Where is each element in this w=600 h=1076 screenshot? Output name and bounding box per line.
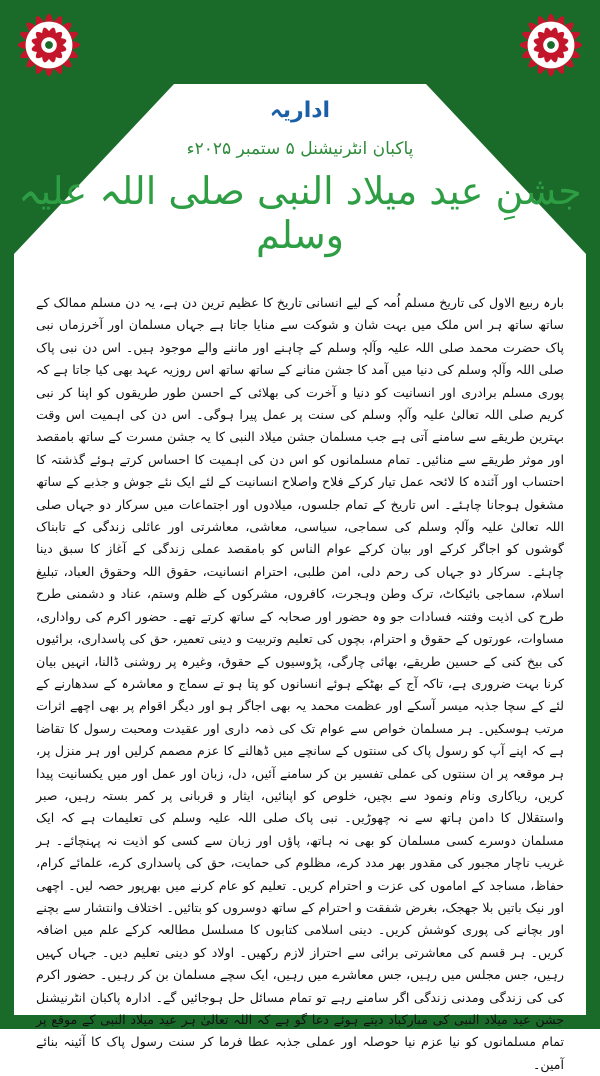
editorial-header	[0, 90, 600, 257]
article-headline: جشنِ عید میلاد النبی صلی اللہ علیہ وسلم	[18, 169, 582, 257]
section-title: اداریہ	[269, 98, 331, 123]
article-paragraph: بارہ ربیع الاول کی تاریخ مسلم اُمہ کے لیے انسانی تاریخ کا عظیم ترین دن ہے، یہ دن مسلم ممالک کے ساتھ ساتھ ہر اس ملک میں بہت شان و شوکت سے منایا جاتا ہے جہاں مسلمان اور آخرزماں نبی پاک حضرت محمد صلی اللہ علیہ وآلہٖ وسلم کے چاہنے اور ماننے والے موجود ہیں۔ اس دن نبی پاک صلی اللہ وآلہٖ وسلم کی دنیا میں آمد کا جشن منانے کے ساتھ ساتھ اس روزیہ عہد بھی کیا جاتا ہے کہ پوری مسلم برادری اور انسانیت کو دنیا و آخرت کی بھلائی کے احسن طور طریقوں کو اپنا کر نبی کریم صلی اللہ تعالیٰ علیہ وآلہٖ وسلم کی سنت پر عمل پیرا ہوگی۔ اس دن کی اہمیت اس وقت بہترین طریقے سے سامنے آتی ہے جب مسلمان جشن میلاد النبی کا یہ جشن مسرت کے ساتھ بامقصد اور موثر طریقے سے منائیں۔ تمام مسلمانوں کو اس دن کی اہمیت کا احساس کرتے ہوئے گذشتہ کا احتساب اور آئندہ کا لائحہ عمل تیار کرکے فلاح واصلاح انسانیت کے لئے ایک نئے جوش و جذبے کے ساتھ مشغول ہوجانا چاہئے۔ اس تاریخ کے تمام جلسوں، میلادوں اور اجتماعات میں سرکار دو جہاں صلی اللہ تعالیٰ علیہ وآلہٖ وسلم کی سماجی، سیاسی، معاشی، معاشرتی اور عائلی زندگی کے تابناک گوشوں کو اجاگر کرکے اور بیان کرکے عوام الناس کو بامقصد عملی زندگی کے آغاز کا سبق دینا چاہئے۔ سرکار دو جہاں کی رحم دلی، امن طلبی، احترام انسانیت، حقوق اللہ وحقوق العباد، تبلیغ اسلام، سماجی بائیکاٹ، ترک وطن وہجرت، کافروں، مشرکوں کے ظلم وستم، عناد و دشمنی طرح طرح کی اذیت وفتنہ فسادات جو وہ حضور اور صحابہ کے ساتھ کرتے تھے۔ حضور اکرم کی رواداری، مساوات، عورتوں کے حقوق و احترام، بچوں کی تعلیم وتربیت و دینی تعمیر، حق کی پاسداری، برائیوں کی بیخ کنی کے حسین طریقے، بھائی چارگی، پڑوسیوں کے حقوق، وغیرہ پر روشنی ڈالنا، انہیں بیان کرنا بہت ضروری ہے، تاکہ آج کے بھٹکے ہوئے انسانوں کو پتا ہو تے سماج و معاشرہ کے سدھارنے کے لئے کے سچا جذبہ میسر آسکے اور عظمت محمد یہ بھی اجاگر ہو اور دیگر اقوام پر بھی اچھے اثرات مرتب ہوسکیں۔ ہر مسلمان خواص سے عوام تک کی ذمہ داری اور عقیدت ومحبت رسول کا تقاضا ہے کہ اپنے آپ کو رسول پاک کی سنتوں کے سانچے میں ڈھالنے کا عزم مصمم کرلیں اور ہر منزل پر، ہر موقعہ پر ان سنتوں کی عملی تفسیر بن کر سامنے آئیں، دل، زبان اور عمل اور میں یکسانیت پیدا کریں، ریاکاری ونام ونمود سے بچیں، خلوص کو اپنائیں، ایثار و قربانی پر کمر بستہ رہیں، صبر واستقلال کا دامن ہاتھ سے نہ چھوڑیں۔ نبی پاک صلی اللہ علیہ وسلم کی تعلیمات ہے کہ ایک مسلمان دوسرے کسی مسلمان کو بھی نہ ہاتھ، پاؤں اور زبان سے کسی کو اذیت نہ پہنچائے۔ ہر غریب ناچار مجبور کی مقدور بھر مدد کرے، مظلوم کی حمایت، حق کی پاسداری کرے، علمائے کرام، حفاظ، مساجد کے اماموں کی عزت و احترام کریں۔ تعلیم کو عام کرنے میں بھرپور حصہ لیں۔ اچھی اور نیک باتیں بلا جھجک، بغرض شفقت و احترام کے ساتھ دوسروں کو بتائیں۔ اختلاف وانتشار سے بچنے اور بچانے کی پوری کوشش کریں۔ دینی اسلامی کتابوں کا مسلسل مطالعہ کرکے علم میں اضافہ کریں۔ ہر قسم کی معاشرتی برائی سے احتراز لازم رکھیں۔ اولاد کو دینی تعلیم دیں۔ جہاں کہیں رہیں، جس مجلس میں رہیں، جس معاشرے میں رہیں، ایک سچے مسلمان بن کر رہیں۔ حضور اکرم کی کی زندگی ومدنی زندگی اگر سامنے رہے تو تمام مسائل حل ہوجائیں گے۔ ادارہ پاکبان انٹرنیشنل جشن عید میلاد النبی کی مبارکباد دیتے ہوئے دعا گو ہے کہ اللہ تعالیٰ ہر عید میلاد النبی کے موقع پر تمام مسلمانوں کو نیا عزم نیا حوصلہ اور عملی جذبہ عطا فرما کر سنت رسول پاک کا آئینہ بنائے آمین۔	[36, 295, 564, 1072]
issue-dateline: پاکبان انٹرنیشنل ۵ ستمبر ۲۰۲۵ء	[186, 139, 414, 159]
article-body	[36, 292, 564, 1076]
mandala-ornament-icon	[10, 6, 88, 84]
mandala-ornament-icon	[512, 6, 590, 84]
